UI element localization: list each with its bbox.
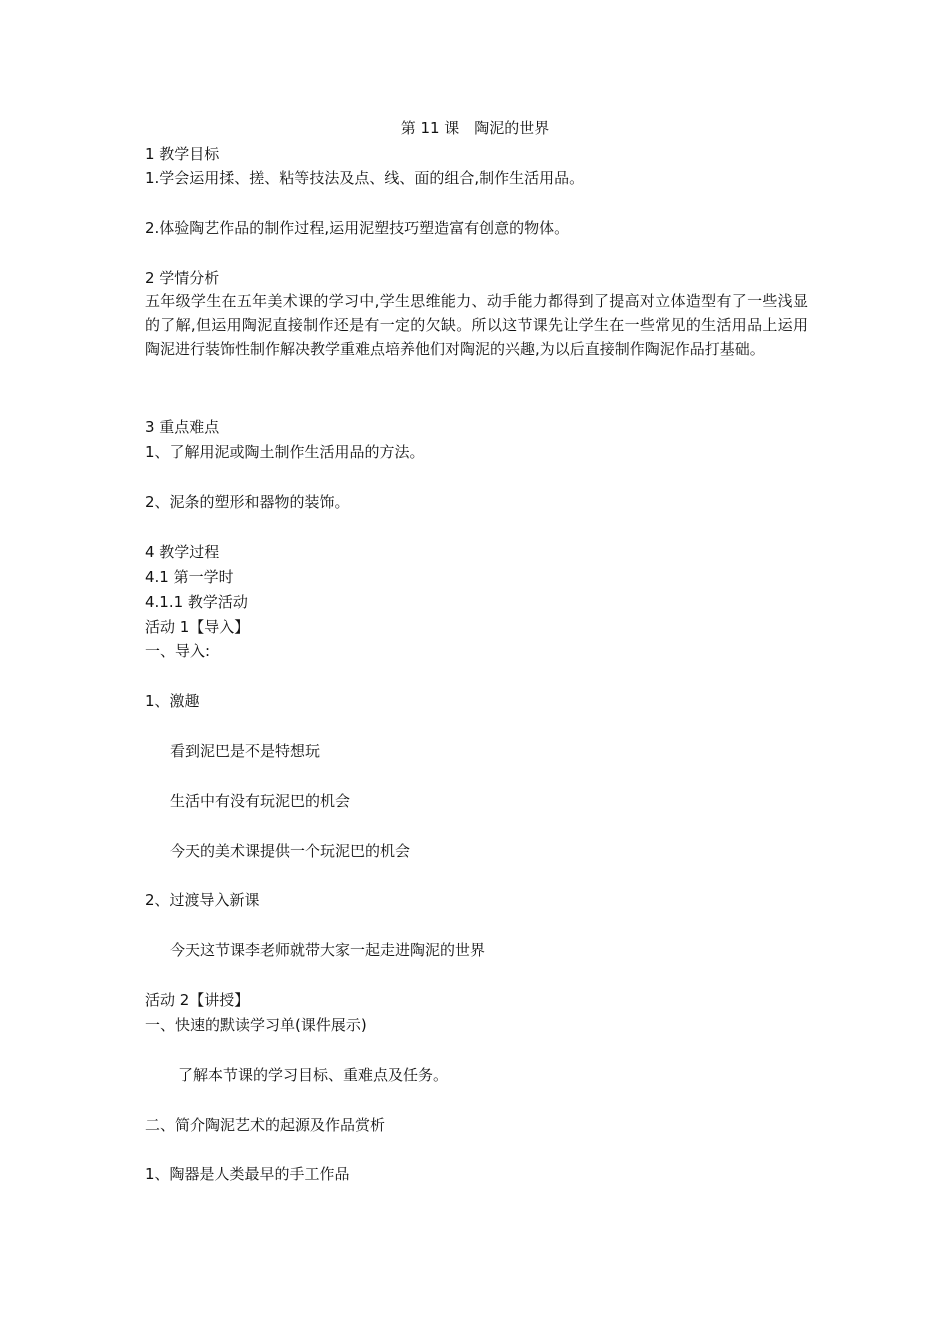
activity-2-part-2: 二、简介陶泥艺术的起源及作品赏析 — [145, 1116, 386, 1134]
activity-2-part-1: 一、快速的默读学习单(课件展示) — [145, 1016, 367, 1034]
section-heading-process: 4 教学过程 — [145, 543, 220, 561]
section-heading-key-points: 3 重点难点 — [145, 418, 220, 436]
activity-1-item-1-line-1: 看到泥巴是不是特想玩 — [170, 742, 321, 760]
activity-2-heading: 活动 2【讲授】 — [145, 991, 250, 1009]
activity-1-item-2-line-1: 今天这节课李老师就带大家一起走进陶泥的世界 — [170, 941, 486, 959]
section-heading-analysis: 2 学情分析 — [145, 269, 220, 287]
activity-1-intro: 一、导入: — [145, 642, 211, 660]
activity-1-item-1-line-3: 今天的美术课提供一个玩泥巴的机会 — [170, 842, 411, 860]
activity-1-item-2: 2、过渡导入新课 — [145, 891, 260, 909]
key-point-item-1: 1、了解用泥或陶土制作生活用品的方法。 — [145, 443, 425, 461]
key-point-item-2: 2、泥条的塑形和器物的装饰。 — [145, 493, 350, 511]
subsection-first-period: 4.1 第一学时 — [145, 568, 234, 586]
activity-2-part-2-item-1: 1、陶器是人类最早的手工作品 — [145, 1165, 350, 1183]
section-heading-objectives: 1 教学目标 — [145, 145, 220, 163]
objective-item-2: 2.体验陶艺作品的制作过程,运用泥塑技巧塑造富有创意的物体。 — [145, 219, 570, 237]
objective-item-1: 1.学会运用揉、搓、粘等技法及点、线、面的组合,制作生活用品。 — [145, 169, 585, 187]
activity-1-heading: 活动 1【导入】 — [145, 618, 250, 636]
activity-1-item-1: 1、激趣 — [145, 692, 200, 710]
activity-1-item-1-line-2: 生活中有没有玩泥巴的机会 — [170, 792, 351, 810]
activity-2-part-1-line-1: 了解本节课的学习目标、重难点及任务。 — [178, 1066, 449, 1084]
lesson-title: 第 11 课 陶泥的世界 — [400, 119, 550, 137]
subsection-teaching-activities: 4.1.1 教学活动 — [145, 593, 248, 611]
analysis-paragraph: 五年级学生在五年美术课的学习中,学生思维能力、动手能力都得到了提高对立体造型有了一些浅显的了解,但运用陶泥直接制作还是有一定的欠缺。所以这节课先让学生在一些常见的生活用品上运用陶泥进行装饰性制作解决教学重难点培养他们对陶泥的兴趣,为以后直接制作陶泥作品打基础。 — [145, 292, 808, 358]
